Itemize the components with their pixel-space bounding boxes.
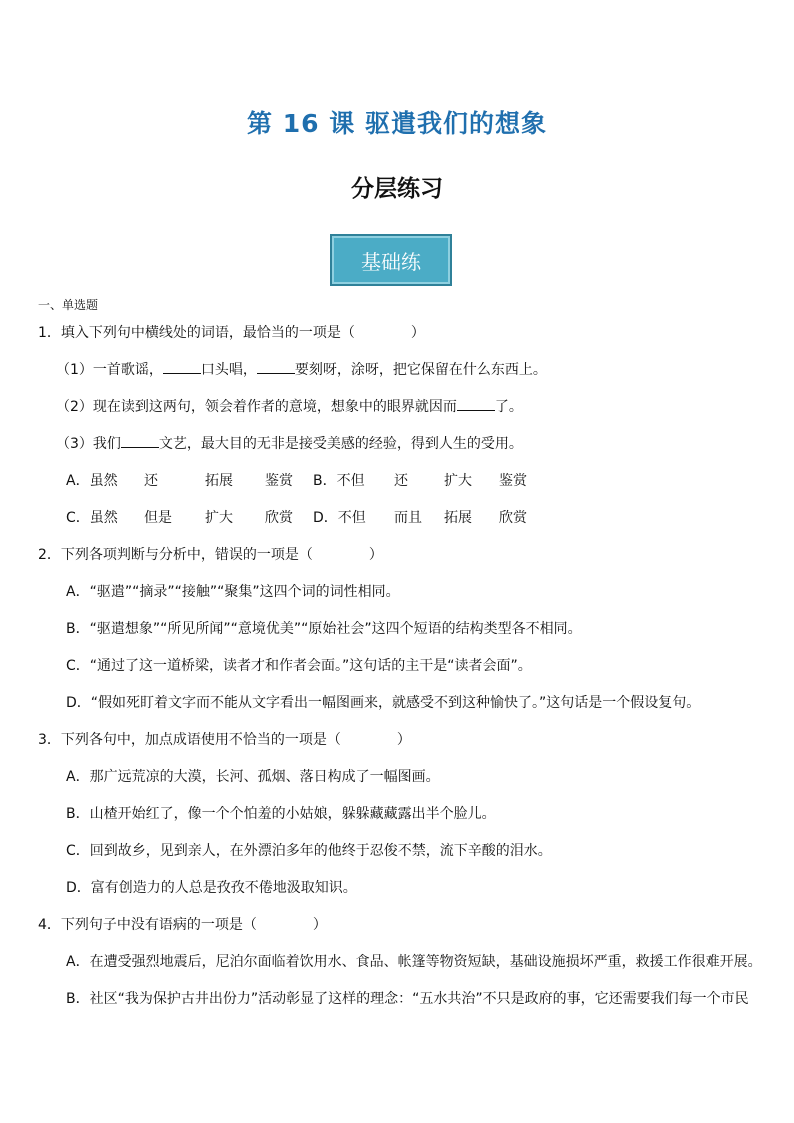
option-cell: A．虽然 <box>66 473 118 489</box>
question-sentence <box>56 398 523 416</box>
question-stem: 3．下列各句中，加点成语使用不恰当的一项是（ ） <box>38 732 411 748</box>
sentence-text: 要刻呀，涂呀，把它保留在什么东西上。 <box>294 362 547 378</box>
page-subtitle: 分层练习 <box>351 175 443 202</box>
option-c: C．回到故乡，见到亲人，在外漂泊多年的他终于忍俊不禁，流下辛酸的泪水。 <box>66 843 552 859</box>
option-b: B．社区“我为保护古井出份力”活动彰显了这样的理念：“五水共治”不只是政府的事，它还需要我们每一个市民 <box>66 991 749 1007</box>
option-cell: 而且 <box>394 510 422 526</box>
option-cell: 鉴赏 <box>265 473 293 489</box>
question-stem: 1．填入下列句中横线处的词语，最恰当的一项是（ ） <box>38 325 425 341</box>
question-stem: 2．下列各项判断与分析中，错误的一项是（ ） <box>38 547 383 563</box>
section-heading: 一、单选题 <box>38 298 99 312</box>
option-cell: B．不但 <box>313 473 365 489</box>
option-a: A．“驱遣”“摘录”“接触”“聚集”这四个词的词性相同。 <box>66 584 400 600</box>
option-cell: C．虽然 <box>66 510 118 526</box>
question-sentence <box>56 361 547 379</box>
option-row <box>66 509 527 527</box>
option-cell: 还 <box>144 473 158 489</box>
fill-blank <box>457 398 495 411</box>
sentence-text: （1）一首歌谣， <box>56 362 163 378</box>
section-label-box <box>330 234 452 286</box>
sentence-text: 文艺，最大目的无非是接受美感的经验，得到人生的受用。 <box>158 436 523 452</box>
option-d: D．“假如死盯着文字而不能从文字看出一幅图画来，就感受不到这种愉快了。”这句话是一个假设复句。 <box>66 695 701 711</box>
option-cell: 鉴赏 <box>499 473 527 489</box>
lesson-title: 第 16 课 驱遣我们的想象 <box>247 109 547 138</box>
sentence-text: 口头唱， <box>200 362 257 378</box>
option-cell: 但是 <box>144 510 172 526</box>
option-cell: 拓展 <box>205 473 233 489</box>
sentence-text: （3）我们 <box>56 436 121 452</box>
fill-blank <box>121 435 159 448</box>
option-cell: 还 <box>394 473 408 489</box>
option-cell: 拓展 <box>444 510 472 526</box>
question-stem: 4．下列句子中没有语病的一项是（ ） <box>38 917 327 933</box>
question-sentence <box>56 435 523 453</box>
option-b: B．山楂开始红了，像一个个怕羞的小姑娘，躲躲藏藏露出半个脸儿。 <box>66 806 496 822</box>
sentence-text: 了。 <box>494 399 523 415</box>
option-cell: D．不但 <box>313 510 366 526</box>
fill-blank <box>163 361 201 374</box>
option-a: A．那广远荒凉的大漠，长河、孤烟、落日构成了一幅图画。 <box>66 769 440 785</box>
sentence-text: （2）现在读到这两句，领会着作者的意境，想象中的眼界就因而 <box>56 399 457 415</box>
fill-blank <box>257 361 295 374</box>
option-row <box>66 472 527 490</box>
option-a: A．在遭受强烈地震后，尼泊尔面临着饮用水、食品、帐篷等物资短缺，基础设施损坏严重，救援工作很难开展。 <box>66 954 762 970</box>
option-cell: 扩大 <box>205 510 233 526</box>
option-b: B．“驱遣想象”“所见所闻”“意境优美”“原始社会”这四个短语的结构类型各不相同。 <box>66 621 582 637</box>
option-c: C．“通过了这一道桥梁，读者才和作者会面。”这句话的主干是“读者会面”。 <box>66 658 532 674</box>
option-cell: 欣赏 <box>499 510 527 526</box>
option-cell: 欣赏 <box>265 510 293 526</box>
section-label: 基础练 <box>361 249 421 274</box>
option-cell: 扩大 <box>444 473 472 489</box>
option-d: D．富有创造力的人总是孜孜不倦地汲取知识。 <box>66 880 357 896</box>
